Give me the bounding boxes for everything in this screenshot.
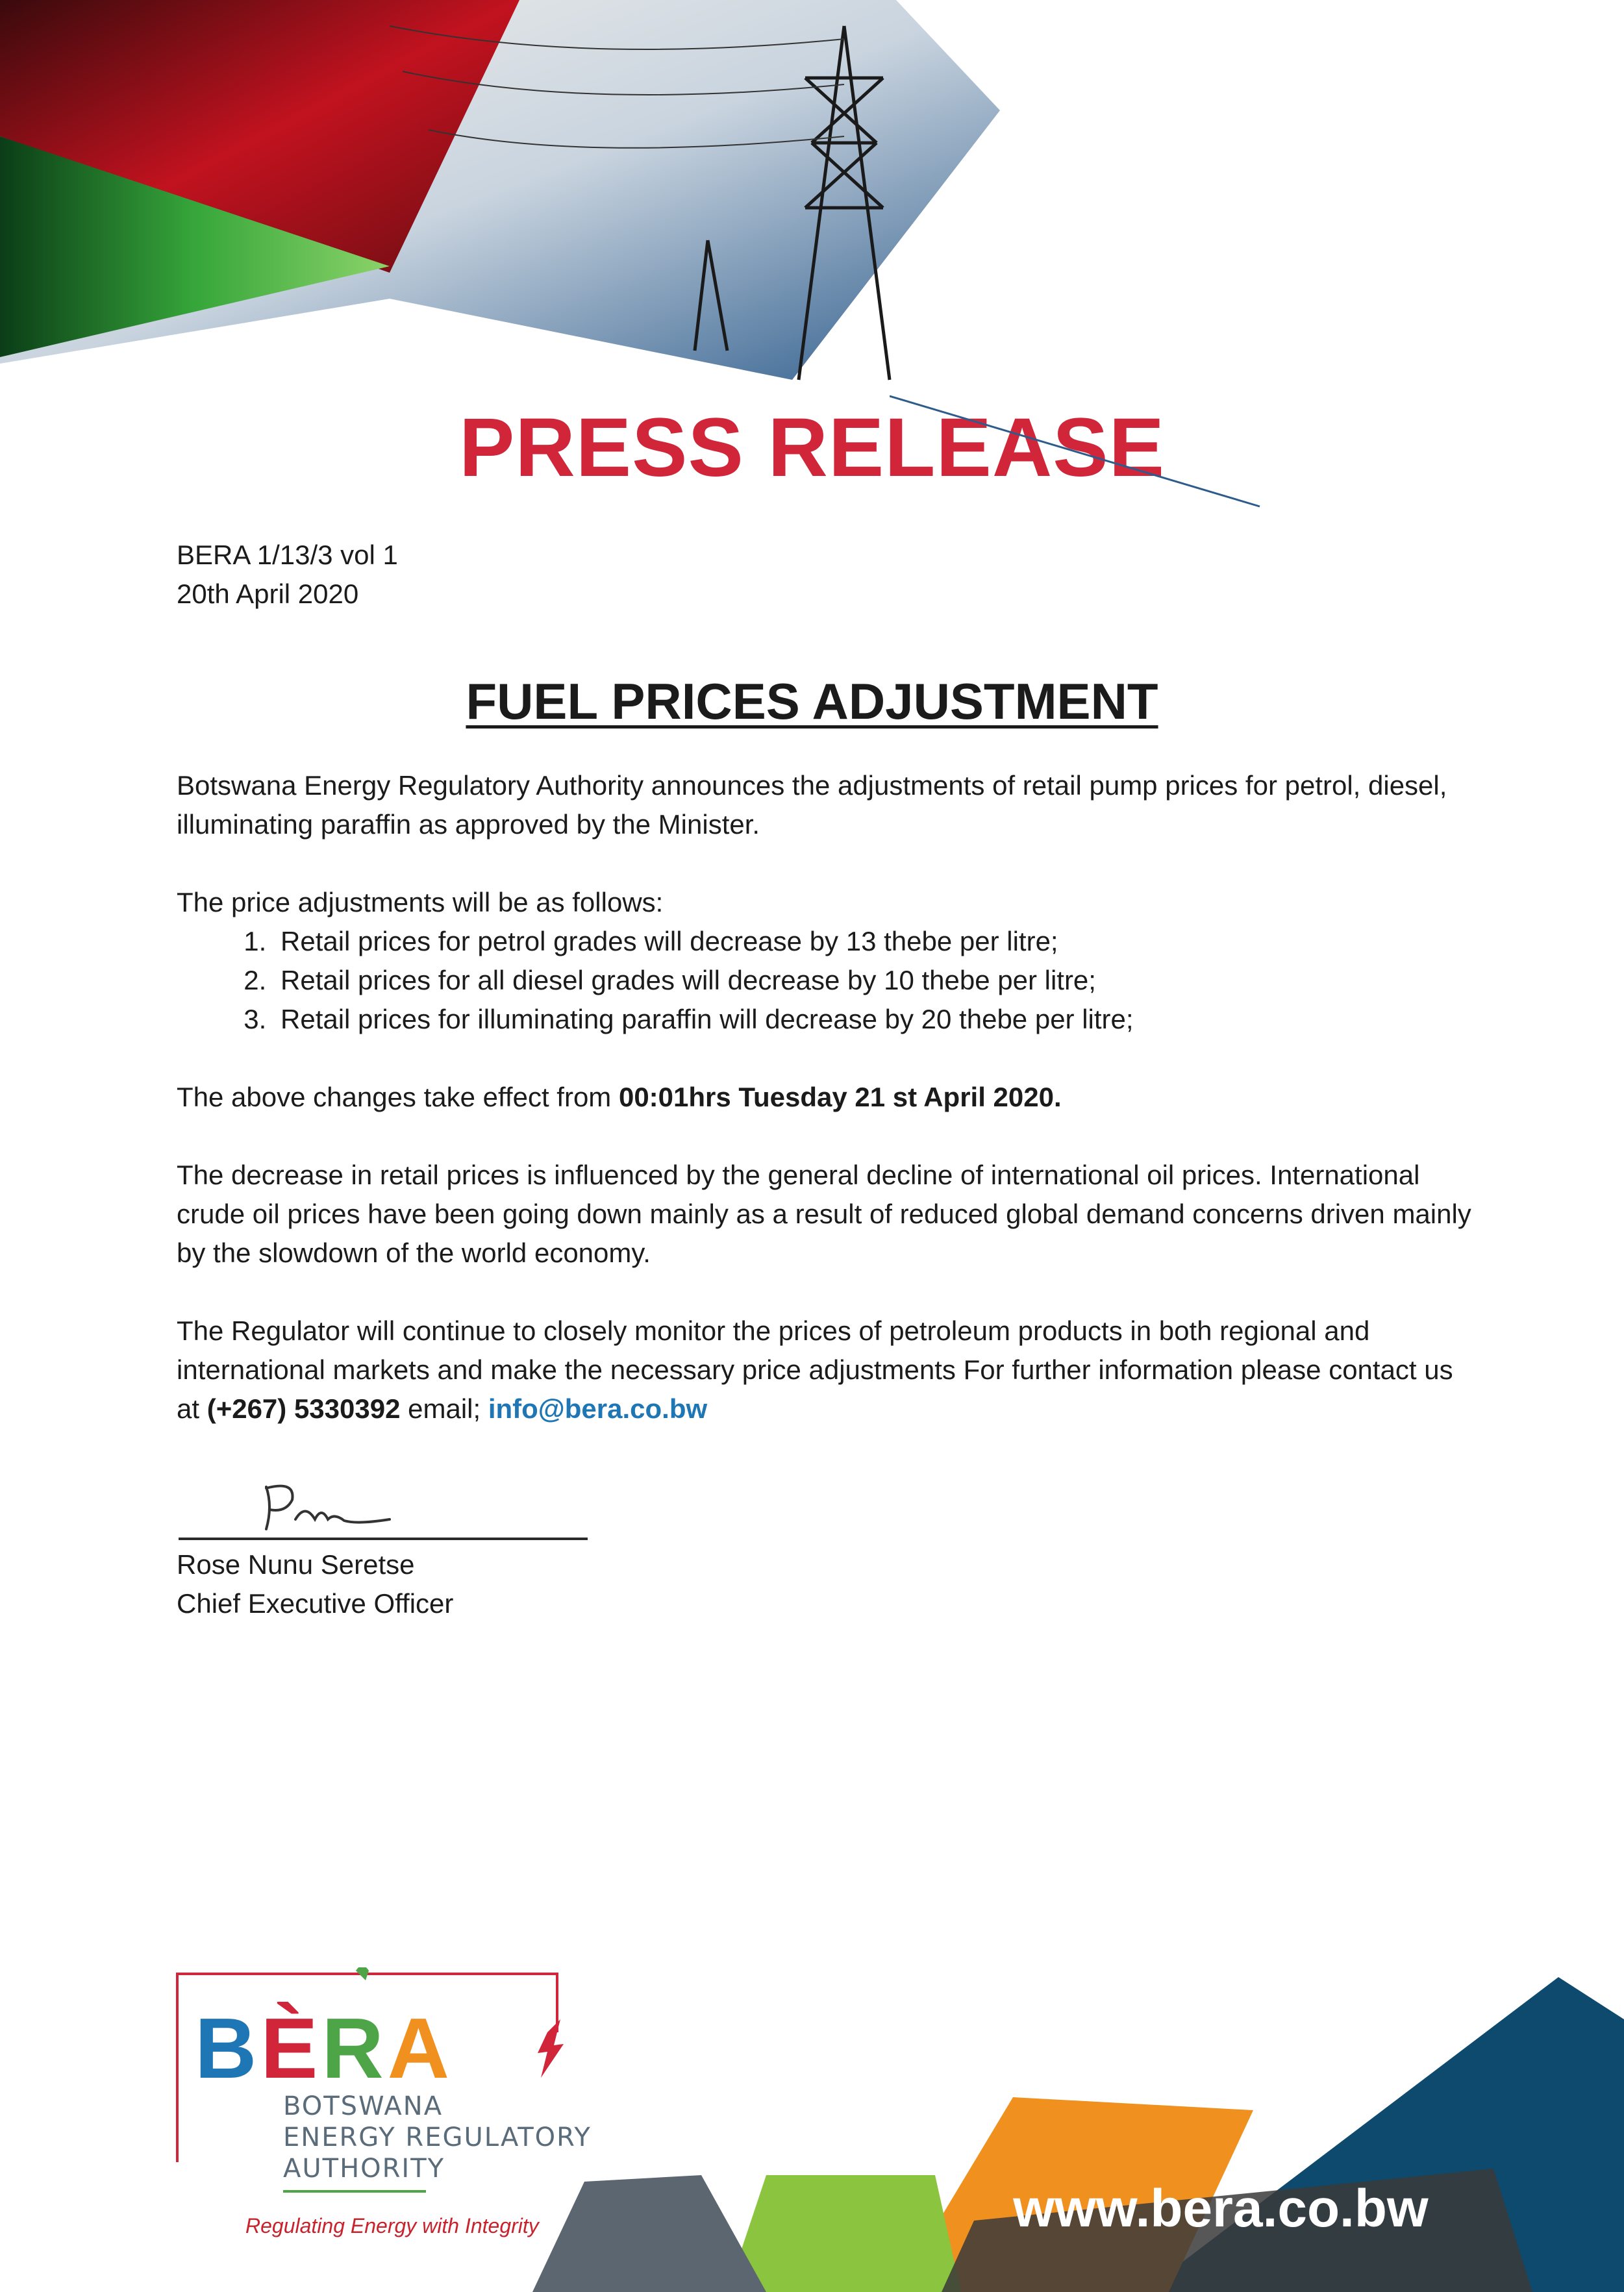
logo-tagline: Regulating Energy with Integrity: [245, 2214, 539, 2237]
phone-number: (+267) 5330392: [206, 1393, 401, 1424]
list-item: 1. Retail prices for petrol grades will decrease by 13 thebe per litre;: [274, 922, 1475, 961]
list-item: 3. Retail prices for illuminating paraffin will decrease by 20 thebe per litre;: [274, 1000, 1475, 1039]
effective-date-paragraph: The above changes take effect from 00:01hrs Tuesday 21 st April 2020.: [177, 1082, 1062, 1112]
logo-letter-a: A: [387, 2000, 454, 2096]
bera-logo: [195, 2000, 453, 2097]
reason-paragraph: The decrease in retail prices is influenced by the general decline of international oil prices. International crude oil prices have been going down mainly as a result of reduced global demand concerns driven mainly by the slowdown of the world economy.: [177, 1160, 1471, 1268]
decorative-slash-line: [890, 390, 1266, 513]
signer-block: [177, 1545, 453, 1623]
press-release-title: PRESS RELEASE: [458, 401, 1166, 494]
signature-image: [175, 1467, 591, 1545]
email-link[interactable]: info@bera.co.bw: [488, 1393, 708, 1424]
reference-date: 20th April 2020: [177, 579, 359, 609]
effective-time: 00:01hrs Tuesday 21 st April 2020.: [618, 1082, 1062, 1112]
signer-role: Chief Executive Officer: [177, 1588, 454, 1619]
header-banner-image: [0, 0, 1013, 390]
reference-code: BERA 1/13/3 vol 1: [177, 540, 398, 570]
document-body: [177, 766, 1475, 1428]
logo-letter-b: B: [195, 2000, 261, 2096]
adjustments-list: [177, 922, 1475, 1039]
logo-underline: [283, 2190, 426, 2193]
signer-name: Rose Nunu Seretse: [177, 1549, 415, 1580]
logo-letter-e: È: [260, 2000, 322, 2096]
adjustments-intro: The price adjustments will be as follows:: [177, 887, 664, 917]
logo-letter-r: R: [321, 2000, 388, 2096]
list-item: 2. Retail prices for all diesel grades will decrease by 10 thebe per litre;: [274, 961, 1475, 1000]
closing-paragraph: The Regulator will continue to closely monitor the prices of petroleum products in both regional and international markets and make the necessary price adjustments For further information please contact us at (+267) 5330392 email; info@bera.co.bw: [177, 1315, 1453, 1424]
document-heading: FUEL PRICES ADJUSTMENT: [466, 673, 1158, 730]
reference-block: [177, 536, 398, 614]
website-url[interactable]: www.bera.co.bw: [1013, 2179, 1429, 2238]
organization-name: BOTSWANA ENERGY REGULATORY AUTHORITY: [283, 2091, 592, 2184]
intro-paragraph: Botswana Energy Regulatory Authority announces the adjustments of retail pump prices for petrol, diesel, illuminating paraffin as approved by the Minister.: [177, 770, 1447, 840]
